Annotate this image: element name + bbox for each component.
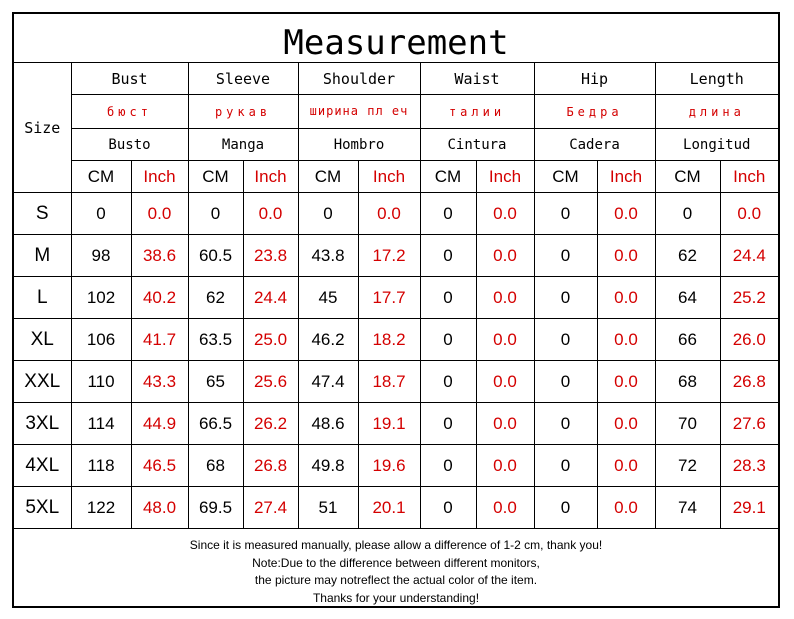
header-sleeve: Sleeve: [188, 63, 298, 95]
footer-line: Note:Due to the difference between different monitors,: [252, 555, 540, 570]
value-cm: 0: [71, 193, 131, 235]
value-inch: 0.0: [597, 487, 655, 529]
value-inch: 26.8: [243, 445, 298, 487]
value-cm: 66: [655, 319, 720, 361]
value-cm: 0: [420, 235, 476, 277]
value-cm: 68: [655, 361, 720, 403]
value-inch: 0.0: [597, 319, 655, 361]
size-label: 4XL: [14, 445, 71, 487]
size-rows: [14, 193, 778, 529]
value-inch: 18.7: [358, 361, 420, 403]
value-inch: 17.7: [358, 277, 420, 319]
value-cm: 0: [655, 193, 720, 235]
size-label: XXL: [14, 361, 71, 403]
value-inch: 19.1: [358, 403, 420, 445]
measurement-chart: [12, 12, 780, 608]
table-row: [14, 193, 778, 235]
value-inch: 0.0: [243, 193, 298, 235]
value-cm: 0: [420, 403, 476, 445]
header-length-ru: длина: [655, 95, 778, 129]
size-label: XL: [14, 319, 71, 361]
value-inch: 0.0: [131, 193, 188, 235]
value-inch: 26.0: [720, 319, 778, 361]
value-cm: 46.2: [298, 319, 358, 361]
value-cm: 0: [534, 193, 597, 235]
value-cm: 110: [71, 361, 131, 403]
value-cm: 47.4: [298, 361, 358, 403]
header-shoulder-es: Hombro: [298, 129, 420, 161]
value-inch: 46.5: [131, 445, 188, 487]
value-inch: 40.2: [131, 277, 188, 319]
table-row: [14, 277, 778, 319]
value-inch: 0.0: [597, 277, 655, 319]
value-inch: 44.9: [131, 403, 188, 445]
value-cm: 0: [534, 235, 597, 277]
table-row: [14, 487, 778, 529]
value-inch: 0.0: [597, 193, 655, 235]
unit-inch: Inch: [131, 161, 188, 193]
header-sleeve-ru: рукав: [188, 95, 298, 129]
value-inch: 27.6: [720, 403, 778, 445]
value-cm: 0: [420, 445, 476, 487]
value-cm: 64: [655, 277, 720, 319]
size-label: L: [14, 277, 71, 319]
value-cm: 62: [655, 235, 720, 277]
header-hip-es: Cadera: [534, 129, 655, 161]
value-cm: 0: [534, 403, 597, 445]
value-cm: 66.5: [188, 403, 243, 445]
value-cm: 102: [71, 277, 131, 319]
value-inch: 43.3: [131, 361, 188, 403]
value-inch: 0.0: [476, 193, 534, 235]
unit-inch: Inch: [476, 161, 534, 193]
value-inch: 28.3: [720, 445, 778, 487]
unit-cm: CM: [655, 161, 720, 193]
value-cm: 0: [534, 445, 597, 487]
value-cm: 0: [420, 487, 476, 529]
value-cm: 118: [71, 445, 131, 487]
value-inch: 25.6: [243, 361, 298, 403]
header-sleeve-es: Manga: [188, 129, 298, 161]
value-cm: 69.5: [188, 487, 243, 529]
table-row: [14, 235, 778, 277]
value-cm: 65: [188, 361, 243, 403]
header-row-russian: [14, 95, 778, 129]
value-inch: 0.0: [597, 235, 655, 277]
header-row-spanish: [14, 129, 778, 161]
unit-inch: Inch: [358, 161, 420, 193]
value-inch: 0.0: [476, 235, 534, 277]
value-cm: 60.5: [188, 235, 243, 277]
value-cm: 62: [188, 277, 243, 319]
value-cm: 0: [420, 361, 476, 403]
value-cm: 122: [71, 487, 131, 529]
footer-line: Since it is measured manually, please allow a difference of 1-2 cm, thank you!: [189, 538, 603, 552]
value-inch: 0.0: [476, 361, 534, 403]
size-label: S: [14, 193, 71, 235]
size-label: 3XL: [14, 403, 71, 445]
value-cm: 48.6: [298, 403, 358, 445]
value-cm: 0: [534, 277, 597, 319]
value-cm: 98: [71, 235, 131, 277]
value-cm: 43.8: [298, 235, 358, 277]
size-table: [14, 62, 778, 529]
value-inch: 0.0: [476, 487, 534, 529]
value-cm: 0: [420, 193, 476, 235]
value-cm: 49.8: [298, 445, 358, 487]
size-label: 5XL: [14, 487, 71, 529]
value-inch: 0.0: [597, 403, 655, 445]
value-cm: 0: [534, 319, 597, 361]
unit-cm: CM: [71, 161, 131, 193]
unit-cm: CM: [298, 161, 358, 193]
value-cm: 68: [188, 445, 243, 487]
value-inch: 18.2: [358, 319, 420, 361]
value-inch: 0.0: [358, 193, 420, 235]
value-inch: 23.8: [243, 235, 298, 277]
unit-row: [14, 161, 778, 193]
header-length-es: Longitud: [655, 129, 778, 161]
header-waist-ru: талии: [420, 95, 534, 129]
value-inch: 38.6: [131, 235, 188, 277]
value-inch: 0.0: [720, 193, 778, 235]
header-bust-ru: бюст: [71, 95, 188, 129]
value-cm: 63.5: [188, 319, 243, 361]
value-inch: 0.0: [597, 361, 655, 403]
value-cm: 0: [534, 487, 597, 529]
value-inch: 41.7: [131, 319, 188, 361]
header-waist: Waist: [420, 63, 534, 95]
value-inch: 0.0: [597, 445, 655, 487]
table-row: [14, 319, 778, 361]
footer-line: the picture may notreflect the actual color of the item.: [254, 573, 538, 587]
footer-note: [14, 534, 778, 607]
value-inch: 20.1: [358, 487, 420, 529]
value-inch: 24.4: [243, 277, 298, 319]
header-bust-es: Busto: [71, 129, 188, 161]
value-inch: 0.0: [476, 319, 534, 361]
value-cm: 0: [420, 277, 476, 319]
size-column-header: Size: [14, 63, 71, 193]
value-inch: 24.4: [720, 235, 778, 277]
value-inch: 17.2: [358, 235, 420, 277]
header-shoulder-ru: ширина пл еч: [298, 95, 420, 129]
value-inch: 26.8: [720, 361, 778, 403]
size-label: M: [14, 235, 71, 277]
value-inch: 29.1: [720, 487, 778, 529]
header-row-english: [14, 63, 778, 95]
value-cm: 0: [534, 361, 597, 403]
value-cm: 114: [71, 403, 131, 445]
header-length: Length: [655, 63, 778, 95]
header-hip: Hip: [534, 63, 655, 95]
table-row: [14, 361, 778, 403]
unit-cm: CM: [188, 161, 243, 193]
unit-inch: Inch: [243, 161, 298, 193]
value-cm: 51: [298, 487, 358, 529]
value-inch: 48.0: [131, 487, 188, 529]
table-row: [14, 403, 778, 445]
value-inch: 27.4: [243, 487, 298, 529]
unit-inch: Inch: [720, 161, 778, 193]
value-cm: 0: [298, 193, 358, 235]
header-hip-ru: Бедра: [534, 95, 655, 129]
unit-inch: Inch: [597, 161, 655, 193]
value-inch: 0.0: [476, 277, 534, 319]
unit-cm: CM: [534, 161, 597, 193]
value-inch: 0.0: [476, 445, 534, 487]
table-row: [14, 445, 778, 487]
value-cm: 45: [298, 277, 358, 319]
value-cm: 0: [420, 319, 476, 361]
value-inch: 19.6: [358, 445, 420, 487]
value-inch: 25.0: [243, 319, 298, 361]
unit-cm: CM: [420, 161, 476, 193]
value-cm: 72: [655, 445, 720, 487]
value-cm: 74: [655, 487, 720, 529]
value-cm: 106: [71, 319, 131, 361]
footer-line: Thanks for your understanding!: [312, 590, 480, 605]
header-bust: Bust: [71, 63, 188, 95]
chart-title: Measurement: [14, 14, 778, 63]
value-cm: 0: [188, 193, 243, 235]
header-waist-es: Cintura: [420, 129, 534, 161]
value-inch: 0.0: [476, 403, 534, 445]
value-inch: 26.2: [243, 403, 298, 445]
header-shoulder: Shoulder: [298, 63, 420, 95]
value-cm: 70: [655, 403, 720, 445]
value-inch: 25.2: [720, 277, 778, 319]
